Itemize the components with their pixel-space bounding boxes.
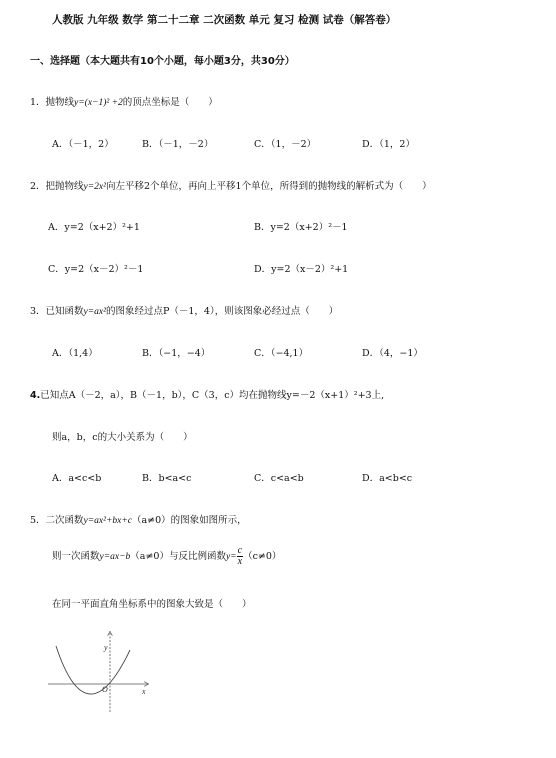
parabola-curve xyxy=(56,646,130,694)
q4-option-d[interactable]: D．a<b<c xyxy=(362,473,413,484)
x-axis-label: x xyxy=(142,687,146,696)
section-heading: 一、选择题（本大题共有10个小题，每小题3分，共30分） xyxy=(30,56,295,67)
q2-formula: y=2x² xyxy=(83,182,106,192)
q2-option-c[interactable]: C．y=2（x－2）²－1 xyxy=(48,264,144,275)
q5-line2-pre: 则一次函数 xyxy=(52,551,100,562)
q1-option-b[interactable]: B．（－1，－2） xyxy=(142,139,214,150)
q2-stem-post: 向左平移2个单位，再向上平移1个单位，所得到的抛物线的解析式为（ ） xyxy=(106,181,432,192)
q4-stem-text: 已知点A（－2，a），B（－1，b），C（3，c）均在抛物线y=－2（x+1）²+3上, xyxy=(40,390,385,401)
document-title: 人教版 九年级 数学 第二十二章 二次函数 单元 复习 检测 试卷（解答卷） xyxy=(52,14,397,26)
q3-option-b[interactable]: B．（−1，−4） xyxy=(142,348,211,359)
q5-line2-cond2: （c≠0） xyxy=(243,551,282,562)
q5-frac-denominator: x xyxy=(237,556,243,567)
q1-stem-pre: 1．抛物线 xyxy=(30,97,75,108)
question-2-stem xyxy=(30,178,432,192)
q2-option-a[interactable]: A．y=2（x+2）²+1 xyxy=(48,222,140,233)
y-axis-label: y xyxy=(104,643,108,652)
q3-option-a[interactable]: A．（1,4） xyxy=(52,348,98,359)
q2-option-b[interactable]: B．y=2（x+2）²－1 xyxy=(254,222,348,233)
q1-option-d[interactable]: D．（1，2） xyxy=(362,139,415,150)
q3-option-d[interactable]: D．（4，−1） xyxy=(362,348,423,359)
q5-line2-func: y= xyxy=(225,552,237,562)
q5-line2-mid: 与反比例函数 xyxy=(168,551,226,562)
q4-option-a[interactable]: A．a<c<b xyxy=(52,473,102,484)
q1-stem-post: 的顶点坐标是（ ） xyxy=(122,97,218,108)
q3-stem-pre: 3．已知函数 xyxy=(30,306,84,317)
origin-label: O xyxy=(102,685,108,694)
q3-stem-post: 的图象经过点P（－1，4），则该图象必经过点（ ） xyxy=(106,306,339,317)
q5-stem-pre: 5．二次函数 xyxy=(30,515,84,526)
q2-stem-pre: 2．把抛物线 xyxy=(30,181,84,192)
q3-option-c[interactable]: C．（−4,1） xyxy=(254,348,309,359)
q5-stem-post: 的图象如图所示， xyxy=(170,515,247,526)
q5-stem-cond: （a≠0） xyxy=(132,515,171,526)
q1-option-a[interactable]: A．（－1，2） xyxy=(52,139,114,150)
q4-line-2: 则a，b，c的大小关系为（ ） xyxy=(52,432,193,443)
q1-formula: y=(x−1)² +2 xyxy=(74,98,123,108)
question-5-stem xyxy=(30,512,247,526)
q5-line2-formula: y=ax−b xyxy=(99,552,131,562)
q5-line-3: 在同一平面直角坐标系中的图象大致是（ ） xyxy=(52,599,252,610)
q3-formula: y=ax² xyxy=(83,307,106,317)
parabola-graph xyxy=(44,628,156,714)
question-4-stem xyxy=(30,387,384,401)
question-3-stem xyxy=(30,303,338,317)
q5-line2-cond: （a≠0） xyxy=(130,551,169,562)
q1-option-c[interactable]: C．（1，－2） xyxy=(254,139,317,150)
q2-option-d[interactable]: D．y=2（x－2）²+1 xyxy=(254,264,349,275)
q5-formula: y=ax²+bx+c xyxy=(83,516,132,526)
q4-option-b[interactable]: B．b<a<c xyxy=(142,473,192,484)
question-1-stem xyxy=(30,94,218,108)
q5-line-2 xyxy=(52,546,281,567)
q4-option-c[interactable]: C．c<a<b xyxy=(254,473,304,484)
q5-frac-numerator: c xyxy=(237,545,243,556)
q4-number: 4. xyxy=(30,390,41,401)
